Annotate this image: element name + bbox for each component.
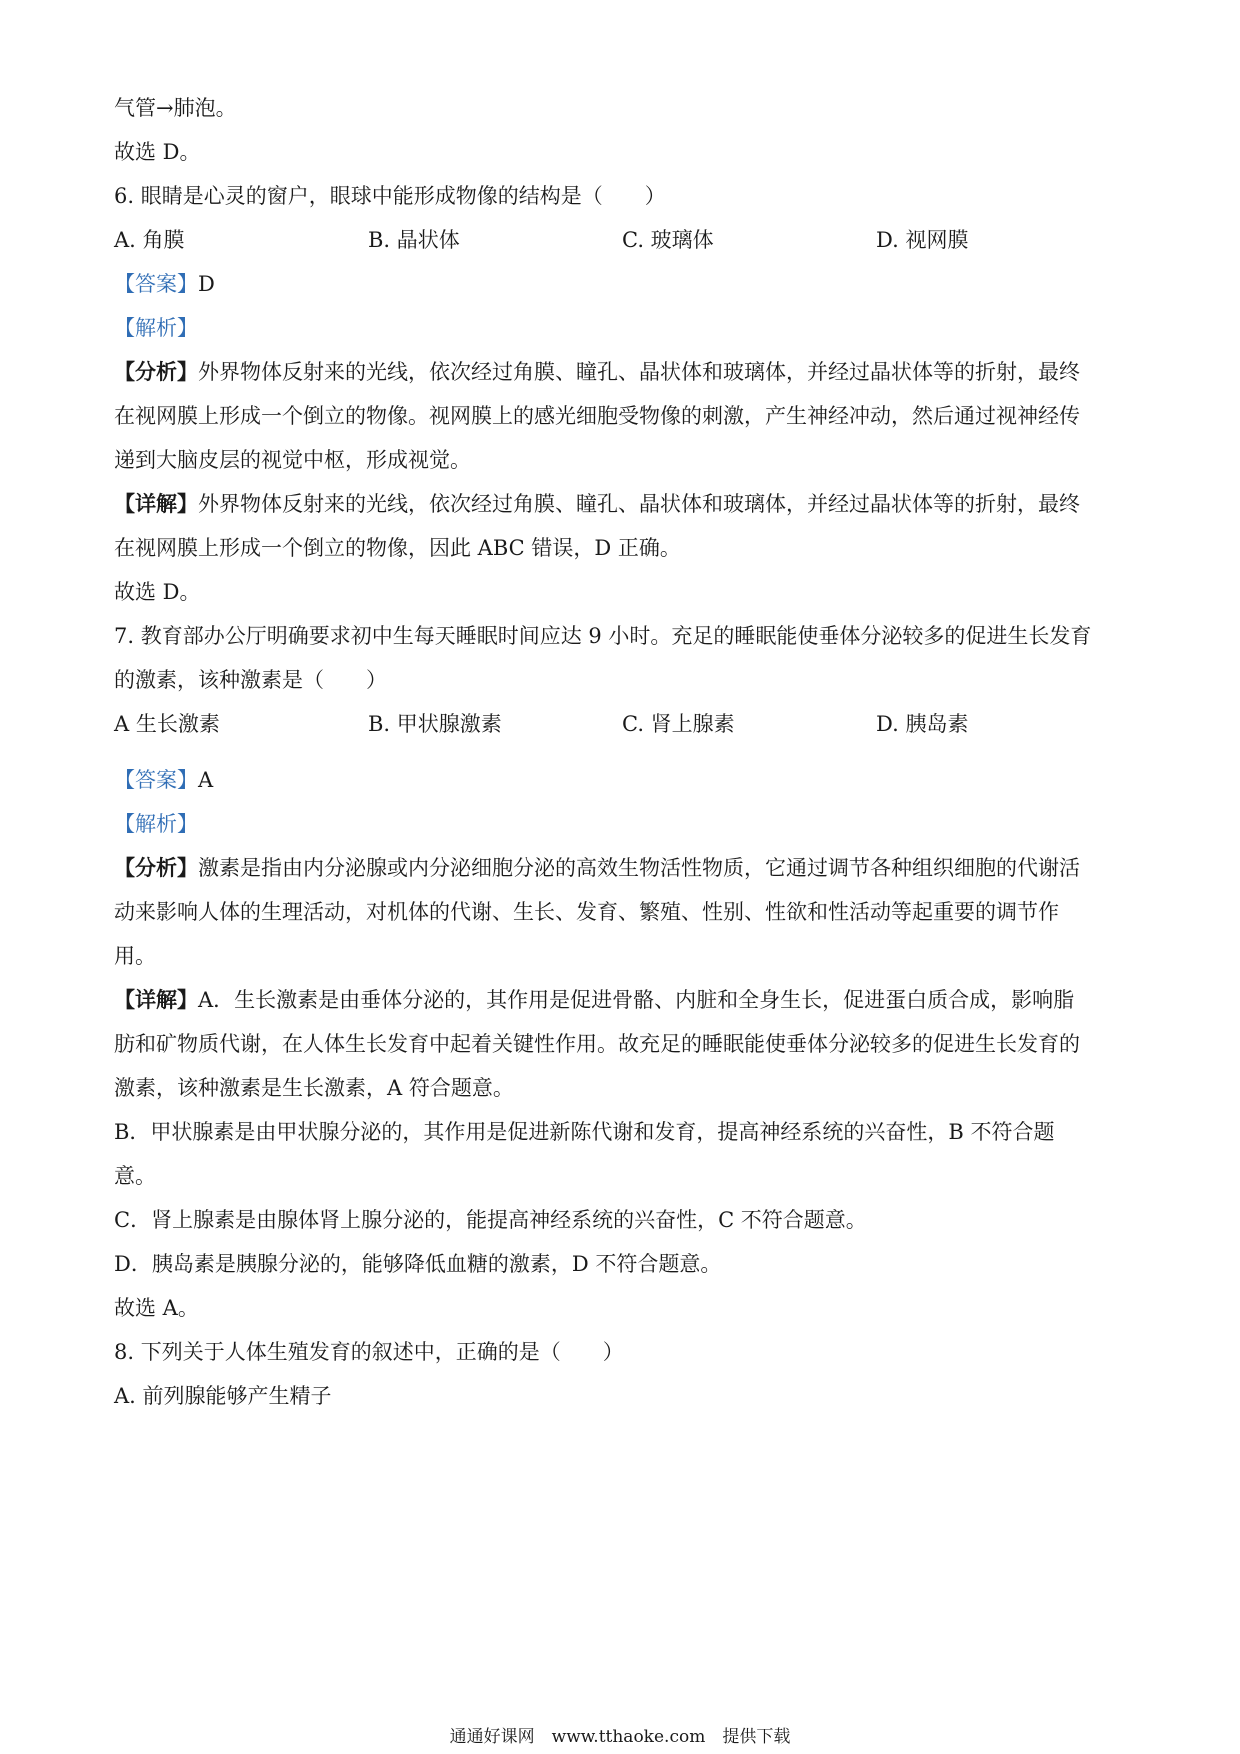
q7-xiangjie-2: 肪和矿物质代谢，在人体生长发育中起着关键性作用。故充足的睡眠能使垂体分泌较多的促进生长发育的: [114, 1032, 1080, 1056]
answer-tag: 【答案】: [114, 272, 198, 296]
q7-answer: [114, 766, 213, 794]
q7-select: 故选 A。: [114, 1296, 199, 1320]
answer-value: D: [198, 272, 215, 296]
q6-option-d: D. 视网膜: [876, 228, 969, 252]
q7-fenxi-3: 用。: [114, 944, 156, 968]
page-footer: 通通好课网 www.tthaoke.com 提供下载: [449, 1727, 791, 1747]
q7-option-d: D. 胰岛素: [876, 712, 969, 736]
fenxi-tag: 【分析】: [114, 855, 198, 880]
q7-option-c: C. 肾上腺素: [622, 712, 735, 736]
q6-xiangjie-2: 在视网膜上形成一个倒立的物像，因此 ABC 错误，D 正确。: [114, 536, 681, 560]
text-line: 故选 D。: [114, 140, 201, 164]
q6-fenxi-2: 在视网膜上形成一个倒立的物像。视网膜上的感光细胞受物像的刺激，产生神经冲动，然后通过视神经传: [114, 404, 1080, 428]
q7-fenxi-1: [114, 854, 1080, 882]
q6-option-a: A. 角膜: [114, 228, 185, 252]
fenxi-text: 外界物体反射来的光线，依次经过角膜、瞳孔、晶状体和玻璃体，并经过晶状体等的折射，最终: [198, 360, 1080, 384]
q6-option-c: C. 玻璃体: [622, 228, 714, 252]
fenxi-text: 激素是指由内分泌腺或内分泌细胞分泌的高效生物活性物质，它通过调节各种组织细胞的代谢活: [198, 856, 1080, 880]
q7-option-c-explain: C．肾上腺素是由腺体肾上腺分泌的，能提高神经系统的兴奋性，C 不符合题意。: [114, 1208, 867, 1232]
text-line: 气管→肺泡。: [114, 96, 237, 120]
q7-option-d-explain: D．胰岛素是胰腺分泌的，能够降低血糖的激素，D 不符合题意。: [114, 1252, 722, 1276]
question-7-line-2: 的激素，该种激素是（ ）: [114, 668, 387, 692]
xiangjie-tag: 【详解】: [114, 491, 198, 516]
q6-answer: [114, 270, 215, 298]
q7-xiangjie-3: 激素，该种激素是生长激素，A 符合题意。: [114, 1076, 514, 1100]
q6-option-b: B. 晶状体: [368, 228, 460, 252]
q6-xiangjie-1: [114, 490, 1080, 518]
xiangjie-tag: 【详解】: [114, 987, 198, 1012]
q7-analysis-tag: 【解析】: [114, 812, 198, 836]
answer-tag: 【答案】: [114, 768, 198, 792]
q7-fenxi-2: 动来影响人体的生理活动，对机体的代谢、生长、发育、繁殖、性别、性欲和性活动等起重要的调节作: [114, 900, 1059, 924]
q7-xiangjie-1: [114, 986, 1074, 1014]
q6-fenxi-1: [114, 358, 1080, 386]
fenxi-tag: 【分析】: [114, 359, 198, 384]
q6-select: 故选 D。: [114, 580, 201, 604]
answer-value: A: [198, 768, 214, 792]
question-6: 6. 眼睛是心灵的窗户，眼球中能形成物像的结构是（ ）: [114, 184, 666, 208]
q6-fenxi-3: 递到大脑皮层的视觉中枢，形成视觉。: [114, 448, 471, 472]
q7-option-b-explain-1: B．甲状腺素是由甲状腺分泌的，其作用是促进新陈代谢和发育，提高神经系统的兴奋性，B 不符合题: [114, 1120, 1055, 1144]
q7-option-b-explain-2: 意。: [114, 1164, 156, 1188]
q7-option-a: A 生长激素: [114, 712, 220, 736]
q6-analysis-tag: 【解析】: [114, 316, 198, 340]
xiangjie-text: A．生长激素是由垂体分泌的，其作用是促进骨骼、内脏和全身生长，促进蛋白质合成，影响脂: [198, 988, 1075, 1012]
q7-option-b: B. 甲状腺激素: [368, 712, 502, 736]
question-8: 8. 下列关于人体生殖发育的叙述中，正确的是（ ）: [114, 1340, 624, 1364]
xiangjie-text: 外界物体反射来的光线，依次经过角膜、瞳孔、晶状体和玻璃体，并经过晶状体等的折射，最终: [198, 492, 1080, 516]
q8-option-a: A. 前列腺能够产生精子: [114, 1384, 332, 1408]
question-7-line-1: 7. 教育部办公厅明确要求初中生每天睡眠时间应达 9 小时。充足的睡眠能使垂体分泌较多的促进生长发育: [114, 624, 1092, 648]
